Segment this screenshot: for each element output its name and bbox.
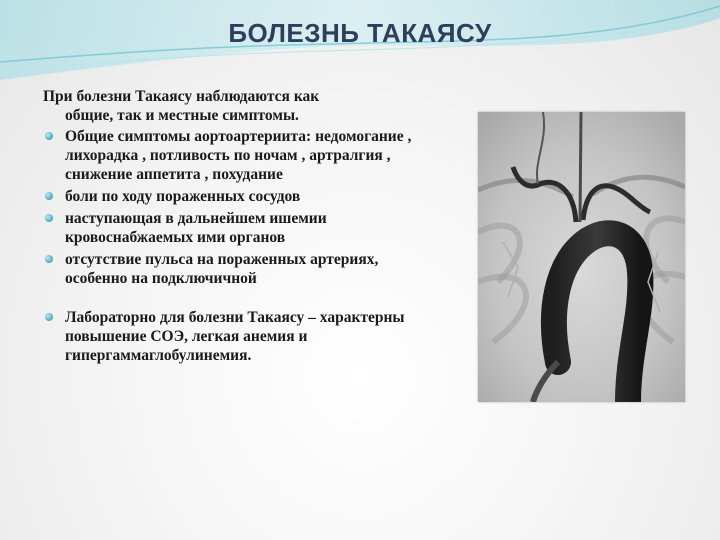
- list-item-text: Общие симптомы аортоартериита: недомогание , лихорадка , потливость по ночам , артралгия , снижение аппетита , похудание: [65, 128, 412, 183]
- list-item: [43, 187, 423, 206]
- list-item: [43, 308, 423, 365]
- intro-text: [43, 87, 423, 125]
- slide-body: [43, 87, 423, 368]
- list-item: [43, 209, 423, 247]
- bullet-icon: [45, 313, 53, 321]
- list-item: [43, 250, 423, 288]
- symptom-list: [43, 127, 423, 365]
- bullet-icon: [45, 214, 53, 222]
- list-spacer: [43, 291, 423, 305]
- bullet-icon: [45, 132, 53, 140]
- list-item: [43, 127, 423, 184]
- list-item-text: Лабораторно для болезни Такаясу – характерны повышение СОЭ, легкая анемия и гипергаммаглобулинемия.: [65, 309, 405, 364]
- page-title: БОЛЕЗНЬ ТАКАЯСУ: [228, 18, 492, 48]
- bullet-icon: [45, 192, 53, 200]
- bullet-icon: [45, 255, 53, 263]
- list-item-text: наступающая в дальнейшем ишемии кровоснабжаемых ими органов: [65, 210, 327, 246]
- list-item-text: боли по ходу пораженных сосудов: [65, 188, 301, 205]
- list-item-text: отсутствие пульса на пораженных артериях, особенно на подключичной: [65, 251, 379, 287]
- intro-line-1: При болезни Такаясу наблюдаются как: [43, 88, 320, 105]
- angiogram-xray-image: [478, 112, 685, 402]
- intro-line-2: общие, так и местные симптомы.: [65, 107, 299, 124]
